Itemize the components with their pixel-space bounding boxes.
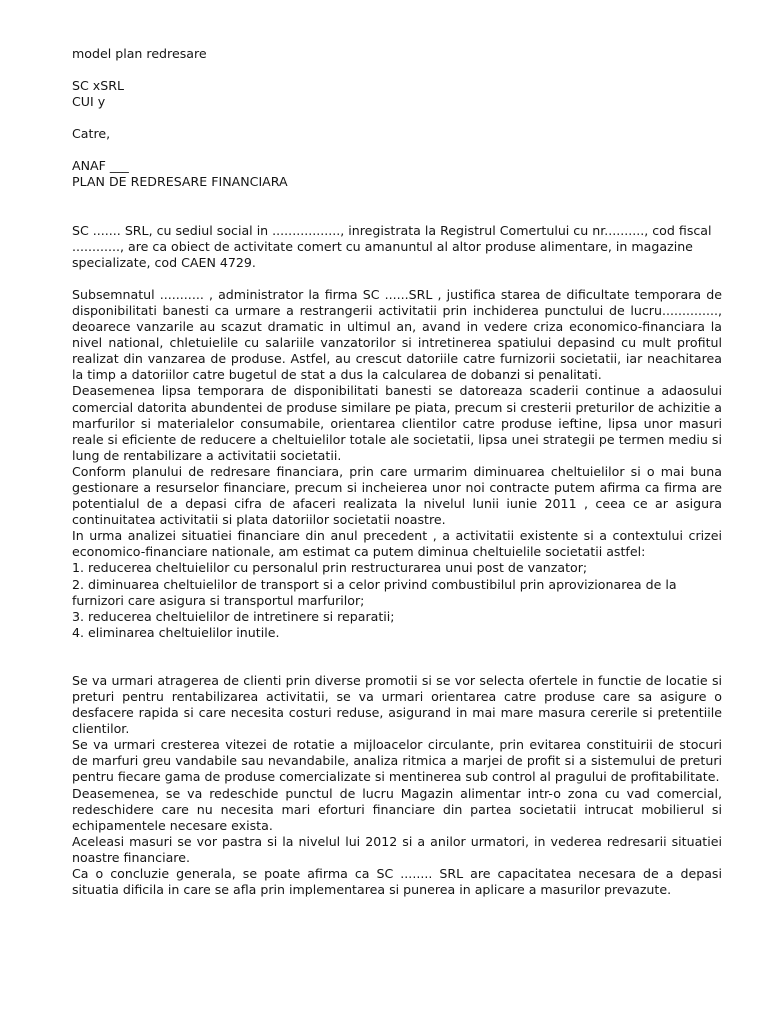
measures-list (72, 560, 722, 640)
measure-item: 1. reducerea cheltuielilor cu personalul prin restructurarea unui post de vanzator; (72, 560, 588, 576)
paragraph-rotation: Se va urmari cresterea vitezei de rotatie a mijloacelor circulante, prin evitarea constituirii de stocuri de marfuri greu vandabile sau nevandabile, analiza ritmica a marjei de profit si a sistemului de preturi pentru fiecare gama de produse comercializate si mentinerea sub control al pragului de profitabilitate. (72, 737, 722, 785)
paragraph-clients: Se va urmari atragerea de clienti prin diverse promotii si se vor selecta ofertele in functie de locatie si preturi pentru rentabilizarea activitatii, se va urmari orientarea catre produse care sa asigure o desfacere rapida si care necesita costuri reduse, asigurand in mai mare masura cererile si pretentiile clientilor. (72, 672, 722, 737)
paragraph-causes: Deasemenea lipsa temporara de disponibilitati banesti se datoreaza scaderii continue a adaosului comercial datorita abundentei de produse similare pe piata, precum si cresterii preturilor de achizitie a marfurilor si materialelor consumabile, orientarea clientilor catre produse ieftine, lipsa unor masuri reale si eficiente de reducere a cheltuielilor totale ale societatii, lipsa unei strategii pe termen mediu si lung de rentabilizare a activitatii societatii. (72, 383, 722, 463)
paragraph-reopening: Deasemenea, se va redeschide punctul de lucru Magazin alimentar intr-o zona cu vad comercial, redeschidere care nu necesita mari eforturi financiare din partea societatii intrucat mobilierul si echipamentele necesare exista. (72, 785, 722, 833)
model-title: model plan redresare (72, 46, 207, 61)
intro-paragraph: SC ....... SRL, cu sediul social in ................., inregistrata la Registrul Comertului cu nr.........., cod fiscal ............, are ca obiect de activitate comert cu amanuntul al altor produse alimentare, in magazine specializate, cod CAEN 4729. (72, 222, 712, 270)
paragraph-conclusion: Ca o concluzie generala, se poate afirma ca SC ........ SRL are capacitatea necesara de a depasi situatia dificila in care se afla prin implementarea si punerea in aplicare a masurilor prevazute. (72, 866, 722, 898)
document-page (72, 46, 722, 898)
company-name: SC xSRL (72, 78, 125, 94)
paragraph-analysis: In urma analizei situatiei financiare din anul precedent , a activitatii existente si a contextului crizei economico-financiare nationale, am estimat ca putem diminua cheltuielile societatii astfel: (72, 528, 722, 560)
company-cui: CUI y (72, 94, 106, 110)
measure-item: 4. eliminarea cheltuielilor inutile. (72, 624, 280, 640)
paragraph-continuity: Aceleasi masuri se vor pastra si la nivelul lui 2012 si a anilor urmatori, in vederea redresarii situatiei noastre financiare. (72, 833, 722, 865)
recipient: ANAF ___ (72, 158, 129, 174)
paragraph-plan: Conform planului de redresare financiara, prin care urmarim diminuarea cheltuielilor si o mai buna gestionare a resurselor financiare, precum si incheierea unor noi contracte putem afirma ca firma are potentialul de a depasi cifra de afaceri realizata la nivelul lunii iunie 2011 , ceea ce ar asigura continuitatea activitatii si plata datoriilor societatii noastre. (72, 463, 722, 528)
measure-item: 2. diminuarea cheltuielilor de transport si a celor privind combustibilul prin aprovizionarea de la furnizori care asigura si transportul marfurilor; (72, 576, 677, 608)
to-label: Catre, (72, 126, 111, 142)
paragraph-situation: Subsemnatul ........... , administrator la firma SC ......SRL , justifica starea de dificultate temporara de disponibilitati banesti ca urmare a restrangerii activitatii prin inchiderea punctului de lucru.............., deoarece vanzarile au scazut dramatic in ultimul an, avand in vedere criza economico-financiara la nivel national, chletuielile cu salariile vanzatorilor si intretinerea spatiului depasind cu mult profitul realizat din vanzarea de produse. Astfel, au crescut datoriile catre furnizorii societatii, iar neachitarea la timp a datoriilor catre bugetul de stat a dus la calcularea de dobanzi si penalitati. (72, 286, 722, 383)
plan-title: PLAN DE REDRESARE FINANCIARA (72, 174, 288, 190)
measure-item: 3. reducerea cheltuielilor de intretinere si reparatii; (72, 608, 395, 624)
